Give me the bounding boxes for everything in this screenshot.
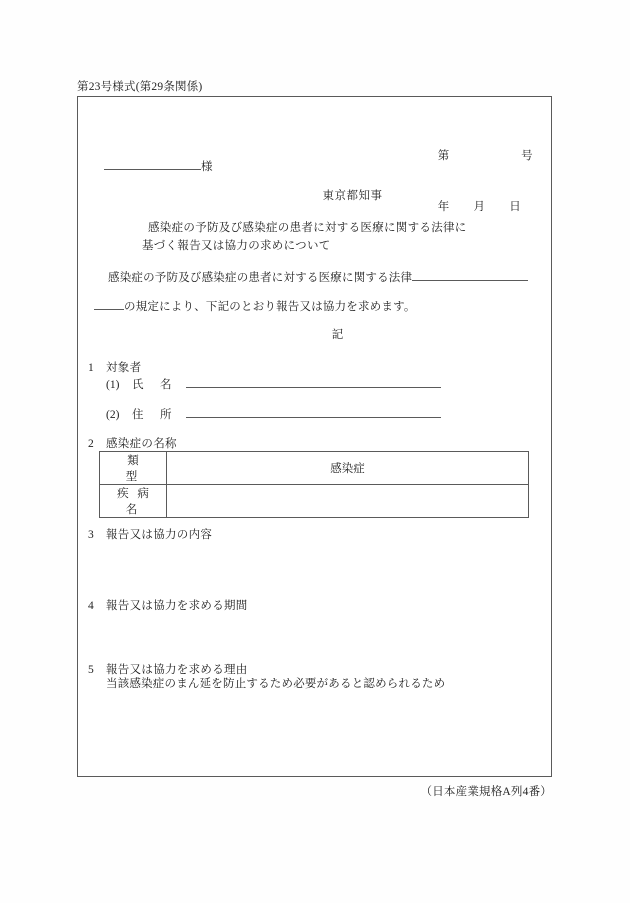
disease-name-value[interactable] [167,485,529,518]
section-1-label: 対象者 [106,362,142,374]
subject-item-name-label: 氏 名 [132,379,174,391]
body-paragraph-line-1 [94,264,539,293]
section-4-number: 4 [88,600,94,612]
addressee-honorific: 様 [201,161,213,173]
paper-size-note: （日本産業規格A列4番） [420,786,552,798]
section-4-period [88,597,248,613]
subject-address-input[interactable] [186,405,441,418]
form-number-label: 第23号様式(第29条関係) [77,81,203,93]
section-3-number: 3 [88,529,94,541]
subject-item-address-number: (2) [106,409,120,421]
section-5-number: 5 [88,664,94,676]
section-2-number: 2 [88,438,94,450]
law-clause-blank-field[interactable] [94,297,124,310]
law-article-blank-field[interactable] [412,268,528,281]
section-4-label: 報告又は協力を求める期間 [106,600,248,612]
document-title-line-2: 基づく報告又は協力の求めについて [142,240,331,252]
section-2-disease-name [88,435,177,451]
section-2-label: 感染症の名称 [106,438,177,450]
section-1-subject [88,359,141,375]
section-5-reason-detail: 当該感染症のまん延を防止するため必要があると認められるため [106,678,446,690]
addressee-row [104,157,213,174]
disease-type-value[interactable]: 感染症 [167,452,529,485]
section-5-label: 報告又は協力を求める理由 [106,664,248,676]
disease-name-label: 疾 病 名 [100,485,167,518]
subject-item-address-label: 住 所 [132,409,174,421]
document-date-line: 年 月 日 [437,201,522,213]
issuer-name: 東京都知事 [322,190,383,202]
section-1-number: 1 [88,362,94,374]
section-3-content [88,526,212,542]
body-request-text: の規定により、下記のとおり報告又は協力を求めます。 [124,301,416,313]
table-row [100,485,529,518]
table-row [100,452,529,485]
subject-name-input[interactable] [186,375,441,388]
disease-type-label: 類 型 [100,452,167,485]
disease-table [99,451,529,518]
document-title-line-1: 感染症の予防及び感染症の患者に対する医療に関する法律に [148,222,467,234]
subject-item-address [106,405,441,422]
body-paragraph [94,264,539,322]
document-title [142,219,467,255]
section-3-label: 報告又は協力の内容 [106,529,213,541]
subject-item-name [106,375,441,392]
document-number-line: 第 号 [437,150,533,162]
addressee-blank-field[interactable] [104,157,201,170]
subject-item-name-number: (1) [106,379,120,391]
body-paragraph-line-2 [94,293,539,322]
ki-marker [78,326,551,342]
body-law-text: 感染症の予防及び感染症の患者に対する医療に関する法律 [108,272,413,284]
issuer-row [78,187,551,203]
ki-marker-text: 記 [331,329,344,341]
form-frame [77,96,552,777]
